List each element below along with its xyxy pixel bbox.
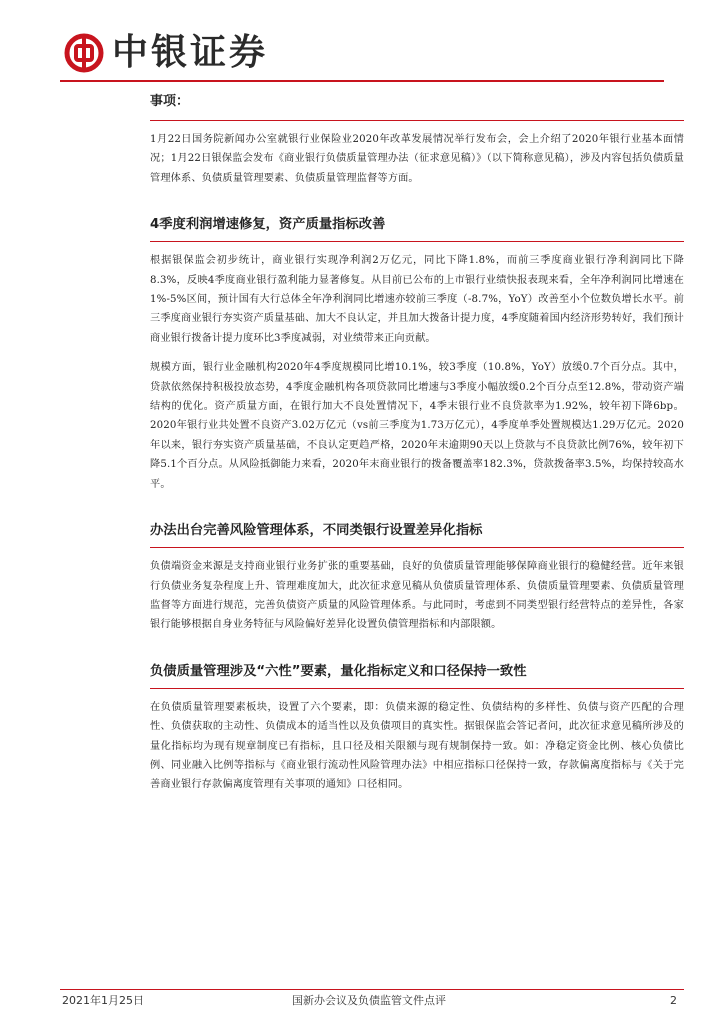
section-heading: 负债质量管理涉及“六性”要素，量化指标定义和口径保持一致性 xyxy=(150,663,527,679)
section-divider xyxy=(150,241,684,242)
footer-report-title: 国新办会议及负债监管文件点评 xyxy=(292,994,446,1007)
section-heading: 办法出台完善风险管理体系，不同类银行设置差异化指标 xyxy=(150,523,483,539)
report-header xyxy=(0,0,724,80)
section-paragraph: 负债端资金来源是支持商业银行业务扩张的重要基础，良好的负债质量管理能够保障商业银行的稳健经营。近年来银行负债业务复杂程度上升、管理难度加大，此次征求意见稿从负债质量管理体系、负债质量管理要素、负债质量管理监督等方面进行规范，完善负债资产质量的风险管理体系。与此同时，考虑到不同类型银行经营特点的差异性，各家银行能够根据自身业务特征与风险偏好差异化设置负债管理指标和内部限额。 xyxy=(150,561,684,631)
section-divider xyxy=(150,688,684,689)
footer-date: 2021年1月25日 xyxy=(62,994,144,1007)
section-paragraph: 规模方面，银行业金融机构2020年4季度规模同比增10.1%，较3季度（10.8%，YoY）放缓0.7个百分点。其中，贷款依然保持积极投放态势，4季度金融机构各项贷款同比增速与3季度小幅放缓0.2个百分点至12.8%，带动资产端结构的优化。资产质量方面，在银行加大不良处置情况下，4季末银行业不良贷款率为1.92%，较年初下降6bp。2020年银行业共处置不良资产3.02万亿元（vs前三季度为1.73万亿元），4季度单季处置规模达1.29万亿元。2020年以来，银行夯实资产质量基础，不良认定更趋严格，2020年末逾期90天以上贷款与不良贷款比例76%，较年初下降5.1个百分点。从风险抵御能力来看，2020年末商业银行的拨备覆盖率182.3%，贷款拨备率3.5%，均保持较高水平。 xyxy=(150,362,684,490)
footer-divider xyxy=(60,989,684,990)
lead-paragraph: 1月22日国务院新闻办公室就银行业保险业2020年改革发展情况举行发布会，会上介绍了2020年银行业基本面情况；1月22日银保监会发布《商业银行负债质量管理办法（征求意见稿）》（以下简称意见稿），涉及内容包括负债质量管理体系、负债质量管理要素、负债质量管理监督等方面。 xyxy=(150,134,684,184)
section-paragraph: 根据银保监会初步统计，商业银行实现净利润2万亿元，同比下降1.8%，而前三季度商业银行净利润同比下降8.3%，反映4季度商业银行盈利能力显著修复。从目前已公布的上市银行业绩快报表现来看，全年净利润同比增速在1%-5%区间，预计国有大行总体全年净利润同比增速亦较前三季度（-8.7%，YoY）改善至小个位数负增长水平。前三季度商业银行夯实资产质量基础、加大不良认定，并且加大拨备计提力度，4季度随着国内经济形势转好，我们预计商业银行拨备计提力度环比3季度减弱，对业绩带来正向贡献。 xyxy=(150,255,684,344)
brand-name: 中银证券 xyxy=(112,32,269,73)
header-divider xyxy=(60,80,664,82)
bank-of-china-logo-icon xyxy=(64,33,104,73)
section-divider xyxy=(150,547,684,548)
page-number: 2 xyxy=(670,994,677,1007)
section-paragraph: 在负债质量管理要素板块，设置了六个要素，即：负债来源的稳定性、负债结构的多样性、负债与资产匹配的合理性、负债获取的主动性、负债成本的适当性以及负债项目的真实性。据银保监会答记者问，此次征求意见稿所涉及的量化指标均为现有规章制度已有指标，且口径及相关限额与现有规制保持一致。如：净稳定资金比例、核心负债比例、同业融入比例等指标与《商业银行流动性风险管理办法》中相应指标口径保持一致，存款偏离度指标与《关于完善商业银行存款偏离度管理有关事项的通知》口径相同。 xyxy=(150,701,684,791)
lead-divider xyxy=(150,120,684,121)
lead-label: 事项： xyxy=(150,94,190,109)
section-heading: 4季度利润增速修复，资产质量指标改善 xyxy=(150,217,386,233)
report-body xyxy=(150,92,684,795)
